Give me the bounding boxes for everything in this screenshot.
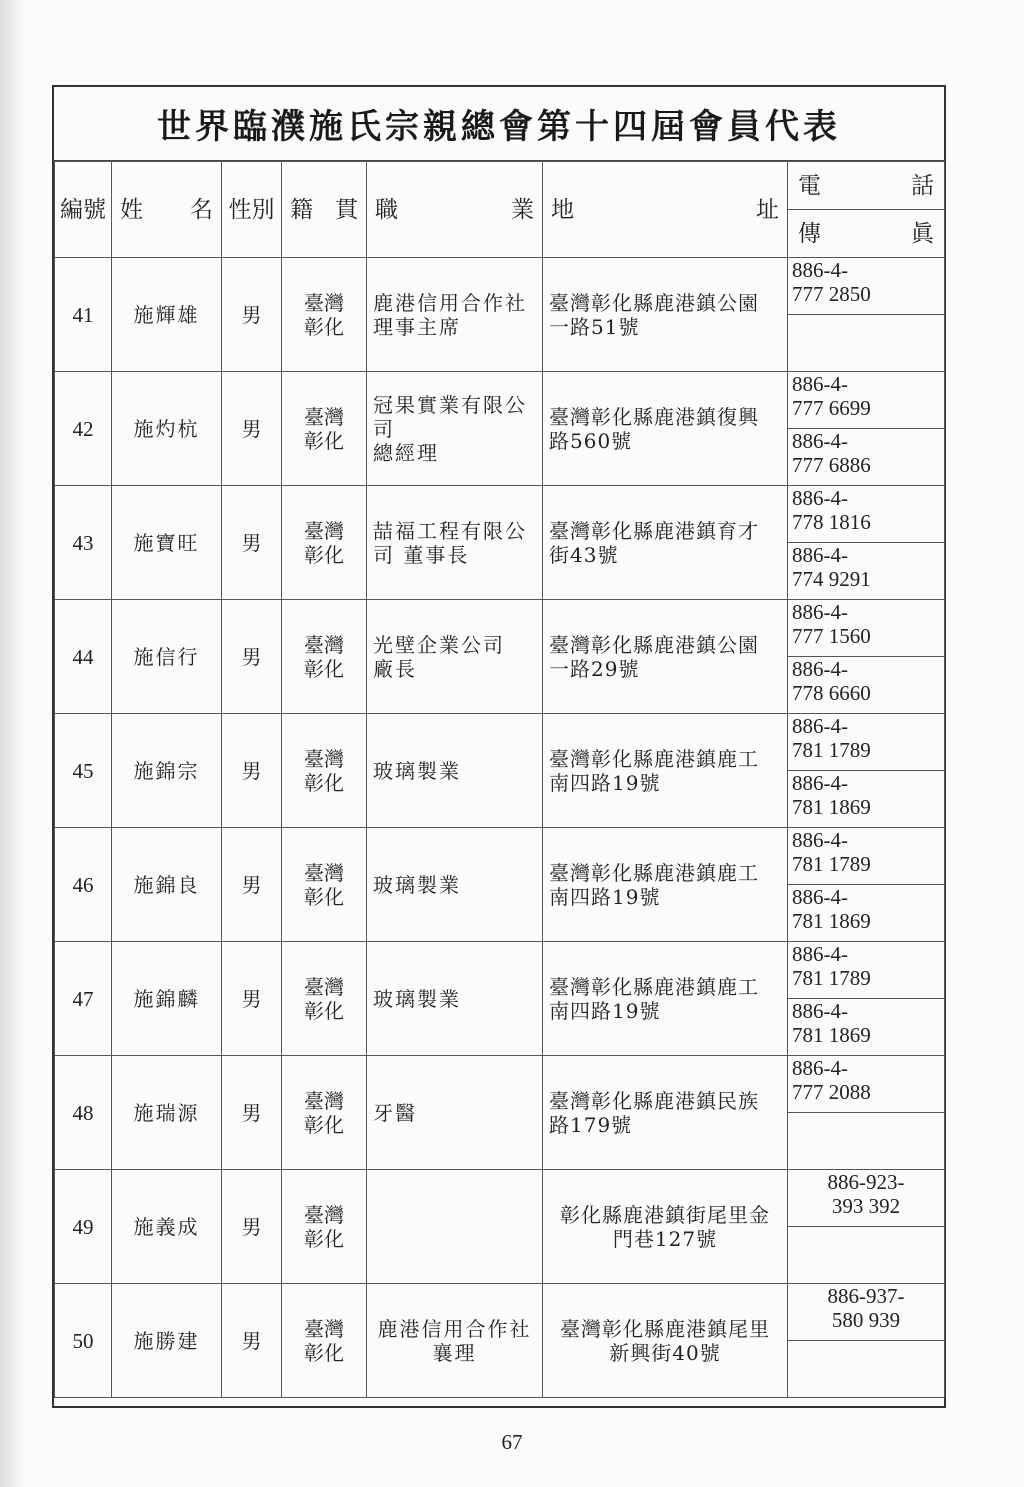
member-address: 彰化縣鹿港鎮街尾里金 門巷127號	[543, 1170, 788, 1284]
header-address: 地 址	[543, 162, 788, 258]
member-gender: 男	[222, 1170, 282, 1284]
member-origin: 臺灣 彰化	[282, 828, 367, 942]
member-no: 48	[55, 1056, 112, 1170]
member-job: 玻璃製業	[367, 942, 543, 1056]
member-address: 臺灣彰化縣鹿港鎮公園 一路29號	[543, 600, 788, 714]
table-row	[55, 828, 945, 885]
table-row	[55, 942, 945, 999]
member-fax: 886-4- 774 9291	[788, 543, 945, 600]
member-gender: 男	[222, 1284, 282, 1398]
header-gender: 性別	[222, 162, 282, 258]
member-no: 45	[55, 714, 112, 828]
table-row	[55, 372, 945, 429]
member-phone: 886-4- 777 1560	[788, 600, 945, 657]
member-origin: 臺灣 彰化	[282, 1284, 367, 1398]
page-title: 世界臨濮施氏宗親總會第十四屆會員代表	[54, 87, 944, 161]
member-phone: 886-4- 781 1789	[788, 828, 945, 885]
member-fax	[788, 1227, 945, 1284]
member-job: 光壁企業公司 廠長	[367, 600, 543, 714]
member-job: 鹿港信用合作社 理事主席	[367, 258, 543, 372]
member-job: 鹿港信用合作社 襄理	[367, 1284, 543, 1398]
member-address: 臺灣彰化縣鹿港鎮公園 一路51號	[543, 258, 788, 372]
member-job: 玻璃製業	[367, 714, 543, 828]
member-fax	[788, 315, 945, 372]
table-row	[55, 258, 945, 315]
member-job	[367, 1170, 543, 1284]
header-fax: 傳 眞	[788, 210, 945, 258]
member-no: 46	[55, 828, 112, 942]
member-no: 43	[55, 486, 112, 600]
member-origin: 臺灣 彰化	[282, 714, 367, 828]
member-job: 喆福工程有限公 司 董事長	[367, 486, 543, 600]
member-name: 施輝雄	[112, 258, 222, 372]
header-phone: 電 話	[788, 162, 945, 210]
member-name: 施義成	[112, 1170, 222, 1284]
table-row	[55, 600, 945, 657]
member-fax	[788, 1113, 945, 1170]
member-origin: 臺灣 彰化	[282, 486, 367, 600]
member-gender: 男	[222, 600, 282, 714]
member-phone: 886-4- 777 2088	[788, 1056, 945, 1113]
member-fax: 886-4- 781 1869	[788, 771, 945, 828]
member-phone: 886-4- 781 1789	[788, 714, 945, 771]
member-gender: 男	[222, 258, 282, 372]
member-job: 牙醫	[367, 1056, 543, 1170]
header-job: 職 業	[367, 162, 543, 258]
member-gender: 男	[222, 942, 282, 1056]
member-address: 臺灣彰化縣鹿港鎮民族 路179號	[543, 1056, 788, 1170]
member-name: 施瑞源	[112, 1056, 222, 1170]
member-fax: 886-4- 781 1869	[788, 999, 945, 1056]
member-gender: 男	[222, 828, 282, 942]
member-phone: 886-4- 778 1816	[788, 486, 945, 543]
header-name: 姓 名	[112, 162, 222, 258]
member-fax: 886-4- 781 1869	[788, 885, 945, 942]
table-row	[55, 714, 945, 771]
table-row	[55, 1170, 945, 1227]
header-no: 編號	[55, 162, 112, 258]
table-row	[55, 486, 945, 543]
table-row	[55, 1056, 945, 1113]
member-address: 臺灣彰化縣鹿港鎮尾里 新興街40號	[543, 1284, 788, 1398]
member-gender: 男	[222, 1056, 282, 1170]
member-name: 施錦麟	[112, 942, 222, 1056]
member-origin: 臺灣 彰化	[282, 1170, 367, 1284]
book-spine-shadow	[0, 0, 26, 1487]
member-name: 施信行	[112, 600, 222, 714]
member-name: 施錦良	[112, 828, 222, 942]
member-address: 臺灣彰化縣鹿港鎮鹿工 南四路19號	[543, 942, 788, 1056]
member-origin: 臺灣 彰化	[282, 372, 367, 486]
member-phone: 886-4- 781 1789	[788, 942, 945, 999]
member-phone: 886-923- 393 392	[788, 1170, 945, 1227]
member-origin: 臺灣 彰化	[282, 1056, 367, 1170]
member-job: 冠果實業有限公 司 總經理	[367, 372, 543, 486]
member-fax	[788, 1341, 945, 1398]
member-no: 44	[55, 600, 112, 714]
member-phone: 886-4- 777 6699	[788, 372, 945, 429]
member-address: 臺灣彰化縣鹿港鎮育才 街43號	[543, 486, 788, 600]
member-no: 50	[55, 1284, 112, 1398]
member-name: 施勝建	[112, 1284, 222, 1398]
member-job: 玻璃製業	[367, 828, 543, 942]
member-no: 41	[55, 258, 112, 372]
header-row	[55, 162, 945, 210]
member-fax: 886-4- 777 6886	[788, 429, 945, 486]
member-address: 臺灣彰化縣鹿港鎮復興 路560號	[543, 372, 788, 486]
member-address: 臺灣彰化縣鹿港鎮鹿工 南四路19號	[543, 828, 788, 942]
page-number: 67	[501, 1430, 523, 1454]
member-gender: 男	[222, 372, 282, 486]
member-table	[54, 161, 945, 1398]
member-phone: 886-937- 580 939	[788, 1284, 945, 1341]
member-name: 施錦宗	[112, 714, 222, 828]
member-no: 47	[55, 942, 112, 1056]
member-no: 42	[55, 372, 112, 486]
member-no: 49	[55, 1170, 112, 1284]
member-origin: 臺灣 彰化	[282, 258, 367, 372]
member-gender: 男	[222, 486, 282, 600]
member-fax: 886-4- 778 6660	[788, 657, 945, 714]
member-name: 施寶旺	[112, 486, 222, 600]
header-origin: 籍 貫	[282, 162, 367, 258]
member-name: 施灼杭	[112, 372, 222, 486]
table-row	[55, 1284, 945, 1341]
member-origin: 臺灣 彰化	[282, 942, 367, 1056]
member-table-frame	[52, 85, 946, 1408]
member-address: 臺灣彰化縣鹿港鎮鹿工 南四路19號	[543, 714, 788, 828]
member-origin: 臺灣 彰化	[282, 600, 367, 714]
member-phone: 886-4- 777 2850	[788, 258, 945, 315]
member-gender: 男	[222, 714, 282, 828]
